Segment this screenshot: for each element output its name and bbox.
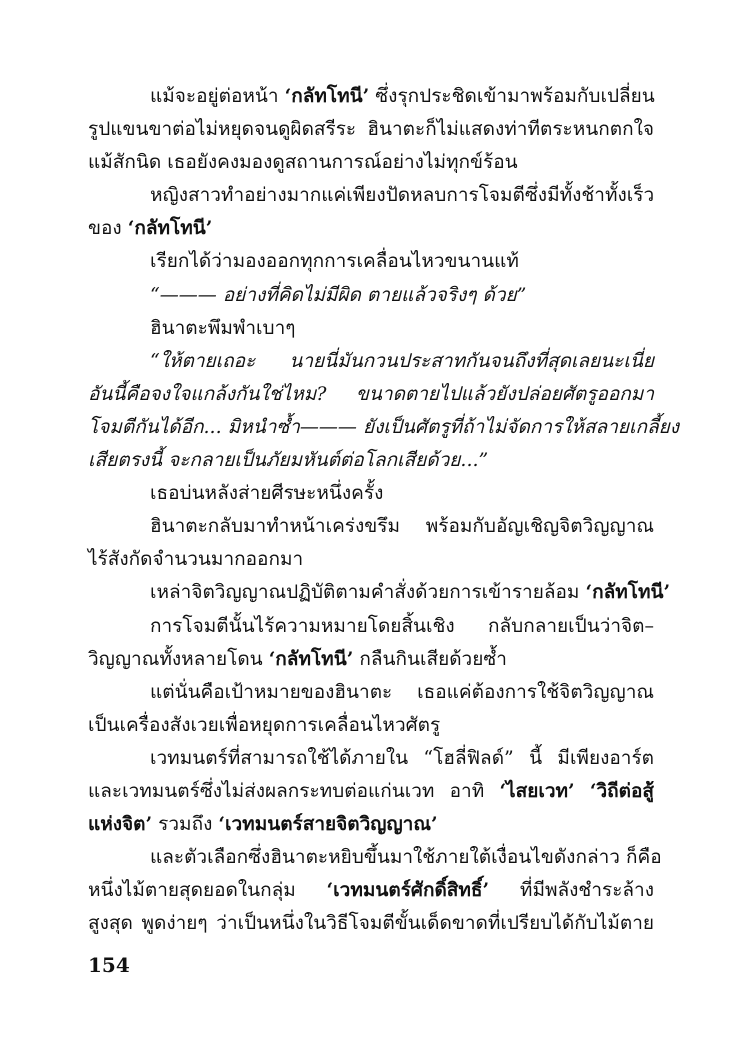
text-line [88, 576, 671, 609]
text-run: การโจมตีนั้นไร้ความหมายโดยสิ้นเชิง กลับกลายเป็นว่าจิต– [150, 614, 654, 637]
text-run [575, 780, 590, 802]
text-run: หนึ่งไม้ตายสุดยอดในกลุ่ม [88, 879, 327, 902]
bold-term: ‘กลัทโทนี’ [585, 581, 671, 604]
text-run: สูงสุด พูดง่ายๆ ว่าเป็นหนึ่งในวิธีโจมตีขั้นเด็ดขาดที่เปรียบได้กับไม้ตาย [88, 912, 654, 935]
text-run: “ให้ตายเถอะ นายนี่มันกวนประสาทกันจนถึงที่สุดเลยนะเนี่ย [150, 349, 654, 372]
text-line [88, 477, 654, 510]
dialogue-line [88, 378, 654, 411]
text-run: เธอบ่นหลังส่ายศีรษะหนึ่งครั้ง [150, 482, 384, 505]
text-run: รวมถึง [152, 813, 219, 836]
text-line [88, 643, 654, 676]
text-run: ที่มีพลังชำระล้าง [489, 879, 654, 902]
text-line [88, 775, 654, 808]
bold-term: ‘เวทมนตร์ศักดิ์สิทธิ์’ [326, 879, 490, 902]
bold-term: ‘ไสยเวท’ [499, 779, 575, 802]
text-line [88, 312, 654, 345]
text-run: เป็นเครื่องสังเวยเพื่อหยุดการเคลื่อนไหวศัตรู [88, 713, 441, 736]
text-line [88, 676, 654, 709]
text-line [88, 907, 654, 940]
text-run: เวทมนตร์ที่สามารถใช้ได้ภายใน “โฮลี่ฟิลด์” นี้ มีเพียงอาร์ต [150, 746, 654, 769]
text-line [88, 709, 654, 742]
dialogue-line [88, 444, 654, 477]
text-run: ฮินาตะกลับมาทำหน้าเคร่งขรึม พร้อมกับอัญเชิญจิตวิญญาณ [150, 515, 654, 538]
bold-term: แห่งจิต’ [88, 813, 153, 836]
text-run: “——— อย่างที่คิดไม่มีผิด ตายแล้วจริงๆ ด้วย” [150, 283, 527, 306]
bold-term: ‘กลัทโทนี’ [284, 85, 370, 107]
text-run: ซึ่งรุกประชิดเข้ามาพร้อมกับเปลี่ยน [369, 85, 655, 107]
text-run: เหล่าจิตวิญญาณปฏิบัติตามคำสั่งด้วยการเข้ารายล้อม [150, 581, 586, 604]
text-run: หญิงสาวทำอย่างมากแค่เพียงปัดหลบการโจมตีซึ่งมีทั้งช้าทั้งเร็ว [150, 184, 655, 207]
text-run: กลืนกินเสียด้วยซ้ำ [353, 647, 507, 670]
text-run: วิญญาณทั้งหลายโดน [88, 647, 269, 670]
page-number: 154 [88, 953, 130, 977]
text-run: โจมตีกันได้อีก... มิหนำซ้ำ——— ยังเป็นศัตรูที่ถ้าไม่จัดการให้สลายเกลี้ยง [88, 415, 680, 438]
dialogue-line [88, 279, 654, 312]
text-line [88, 113, 654, 146]
bold-term: ‘วิถีต่อสู้ [589, 779, 654, 802]
text-line [88, 245, 654, 278]
text-run: เรียกได้ว่ามองออกทุกการเคลื่อนไหวขนานแท้ [150, 250, 519, 273]
text-line [88, 146, 654, 179]
dialogue-line [88, 345, 654, 378]
text-run: ฮินาตะพึมพำเบาๆ [150, 316, 296, 339]
text-run: เสียตรงนี้ จะกลายเป็นภัยมหันต์ต่อโลกเสียด้วย...” [88, 449, 489, 472]
text-line [88, 841, 662, 874]
text-line [88, 808, 654, 841]
text-line [88, 510, 654, 543]
bold-term: ‘กลัทโทนี’ [127, 217, 213, 240]
text-line [88, 610, 654, 643]
text-run: อันนี้คือจงใจแกล้งกันใช่ไหม? ขนาดตายไปแล้วยังปล่อยศัตรูออกมา [88, 382, 654, 405]
text-line [88, 543, 654, 576]
bold-term: ‘กลัทโทนี’ [268, 647, 354, 670]
text-run: และเวทมนตร์ซึ่งไม่ส่งผลกระทบต่อแก่นเวท อาทิ [88, 779, 500, 802]
text-run: แม้จะอยู่ต่อหน้า [150, 85, 285, 107]
text-line [88, 80, 654, 113]
text-line [88, 179, 654, 212]
text-line [88, 742, 654, 775]
text-line [88, 874, 654, 907]
dialogue-line [88, 411, 680, 444]
text-run: แต่นั่นคือเป้าหมายของฮินาตะ เธอแค่ต้องการใช้จิตวิญญาณ [150, 680, 654, 703]
text-run: ไร้สังกัดจำนวนมากออกมา [88, 548, 304, 571]
bold-term: ‘เวทมนตร์สายจิตวิญญาณ’ [218, 813, 438, 836]
text-run: รูปแขนขาต่อไม่หยุดจนดูผิดสรีระ ฮินาตะก็ไม่แสดงท่าทีตระหนกตกใจ [88, 118, 654, 141]
text-run: และตัวเลือกซึ่งฮินาตะหยิบขึ้นมาใช้ภายใต้เงื่อนไขดังกล่าว ก็คือ [150, 846, 662, 869]
page-body [88, 80, 680, 940]
text-run: แม้สักนิด เธอยังคงมองดูสถานการณ์อย่างไม่ทุกข์ร้อน [88, 151, 518, 174]
text-run: ของ [88, 217, 128, 240]
text-line [88, 212, 654, 245]
